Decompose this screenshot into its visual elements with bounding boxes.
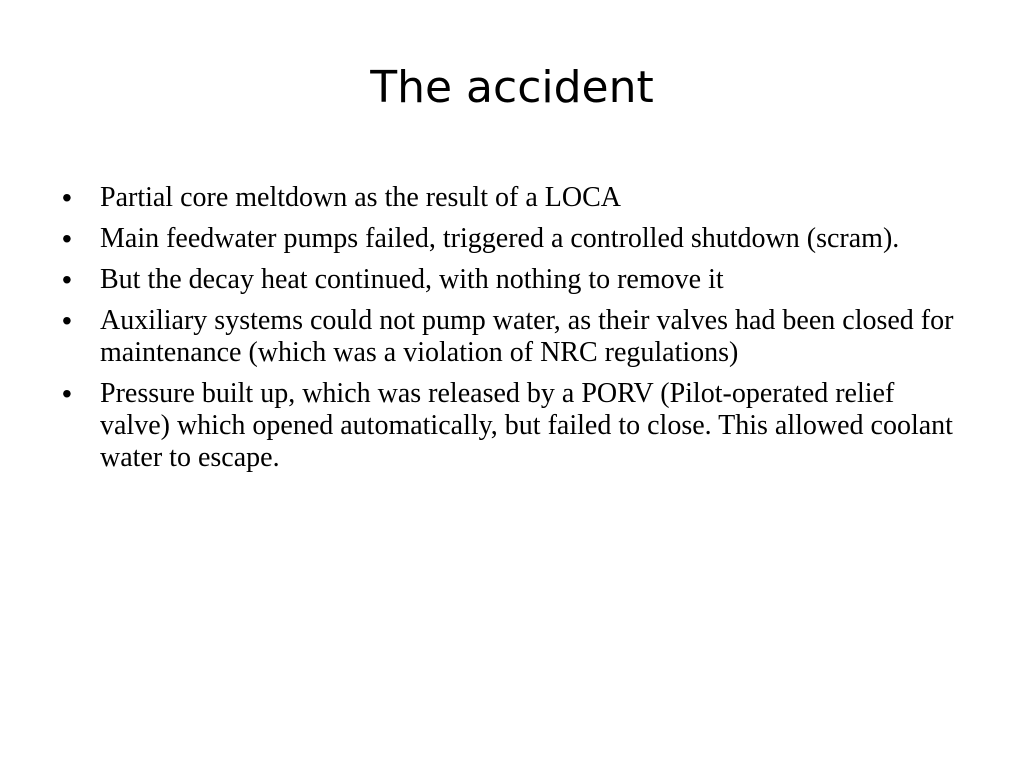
bullet-text: Partial core meltdown as the result of a LOCA xyxy=(100,182,621,213)
bullet-text: Pressure built up, which was released by a PORV (Pilot-operated relief valve) which opened automatically, but failed to close. This allowed coolant water to escape. xyxy=(100,378,953,473)
slide-title: The accident xyxy=(370,62,654,113)
bullet-text: Main feedwater pumps failed, triggered a controlled shutdown (scram). xyxy=(100,223,900,254)
bullet-icon: • xyxy=(62,378,72,409)
list-item xyxy=(60,182,960,214)
bullet-text: Auxiliary systems could not pump water, as their valves had been closed for maintenance (which was a violation of NRC regulations) xyxy=(100,305,954,368)
bullet-text: But the decay heat continued, with nothing to remove it xyxy=(100,264,724,295)
list-item xyxy=(60,305,960,369)
bullet-icon: • xyxy=(62,182,72,213)
bullet-list xyxy=(60,182,960,483)
list-item xyxy=(60,264,960,296)
bullet-icon: • xyxy=(62,264,72,295)
bullet-icon: • xyxy=(62,223,72,254)
list-item xyxy=(60,378,960,474)
list-item xyxy=(60,223,960,255)
bullet-icon: • xyxy=(62,305,72,336)
